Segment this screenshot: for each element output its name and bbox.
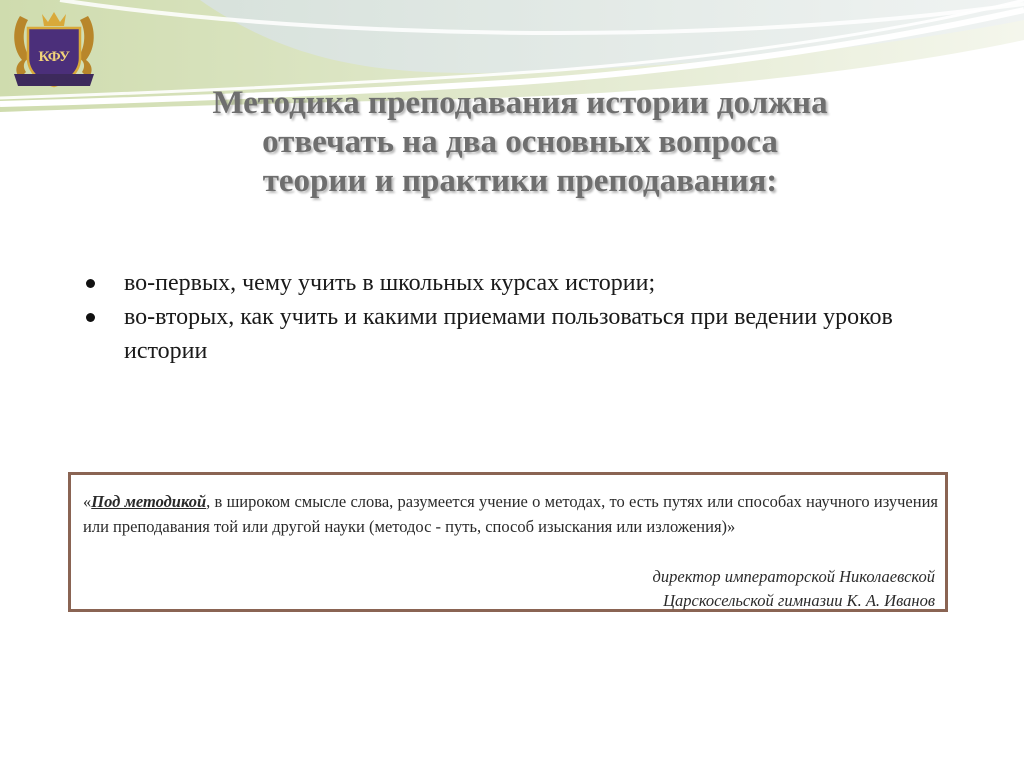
slide-title bbox=[120, 84, 920, 201]
slide-title-line-2: отвечать на два основных вопроса bbox=[262, 124, 778, 160]
quote-open-mark: « bbox=[83, 492, 92, 511]
crest-logo bbox=[6, 8, 102, 94]
logo-motto: MORES · ET · VIRTUS bbox=[25, 78, 87, 84]
attribution-line-1: директор императорской Николаевской bbox=[652, 567, 935, 586]
quote-body: , в широком смысле слова, разумеется учение о методах, то есть путях или способах научного изучения или преподавания той или другой науки (методос - путь, способ изыскания или изложения)» bbox=[83, 492, 938, 536]
slide-title-line-1: Методика преподавания истории должна bbox=[212, 85, 828, 121]
bullet-text: во-первых, чему учить в школьных курсах истории; bbox=[124, 270, 656, 296]
quote-text bbox=[83, 489, 938, 539]
bullet-item bbox=[78, 266, 978, 300]
quote-box bbox=[68, 472, 948, 612]
bullet-text: во-вторых, как учить и какими приемами пользоваться при ведении уроков истории bbox=[124, 304, 893, 364]
slide-title-line-3: теории и практики преподавания: bbox=[262, 163, 778, 199]
bullet-dot-icon bbox=[86, 313, 95, 322]
bullet-dot-icon bbox=[86, 279, 95, 288]
bullet-item bbox=[78, 300, 978, 368]
logo-abbreviation: КФУ bbox=[38, 49, 70, 65]
quote-term: Под методикой bbox=[91, 492, 207, 511]
quote-attribution bbox=[653, 565, 935, 613]
attribution-line-2: Царскосельской гимназии К. А. Иванов bbox=[663, 591, 935, 610]
bullet-list bbox=[78, 266, 978, 368]
